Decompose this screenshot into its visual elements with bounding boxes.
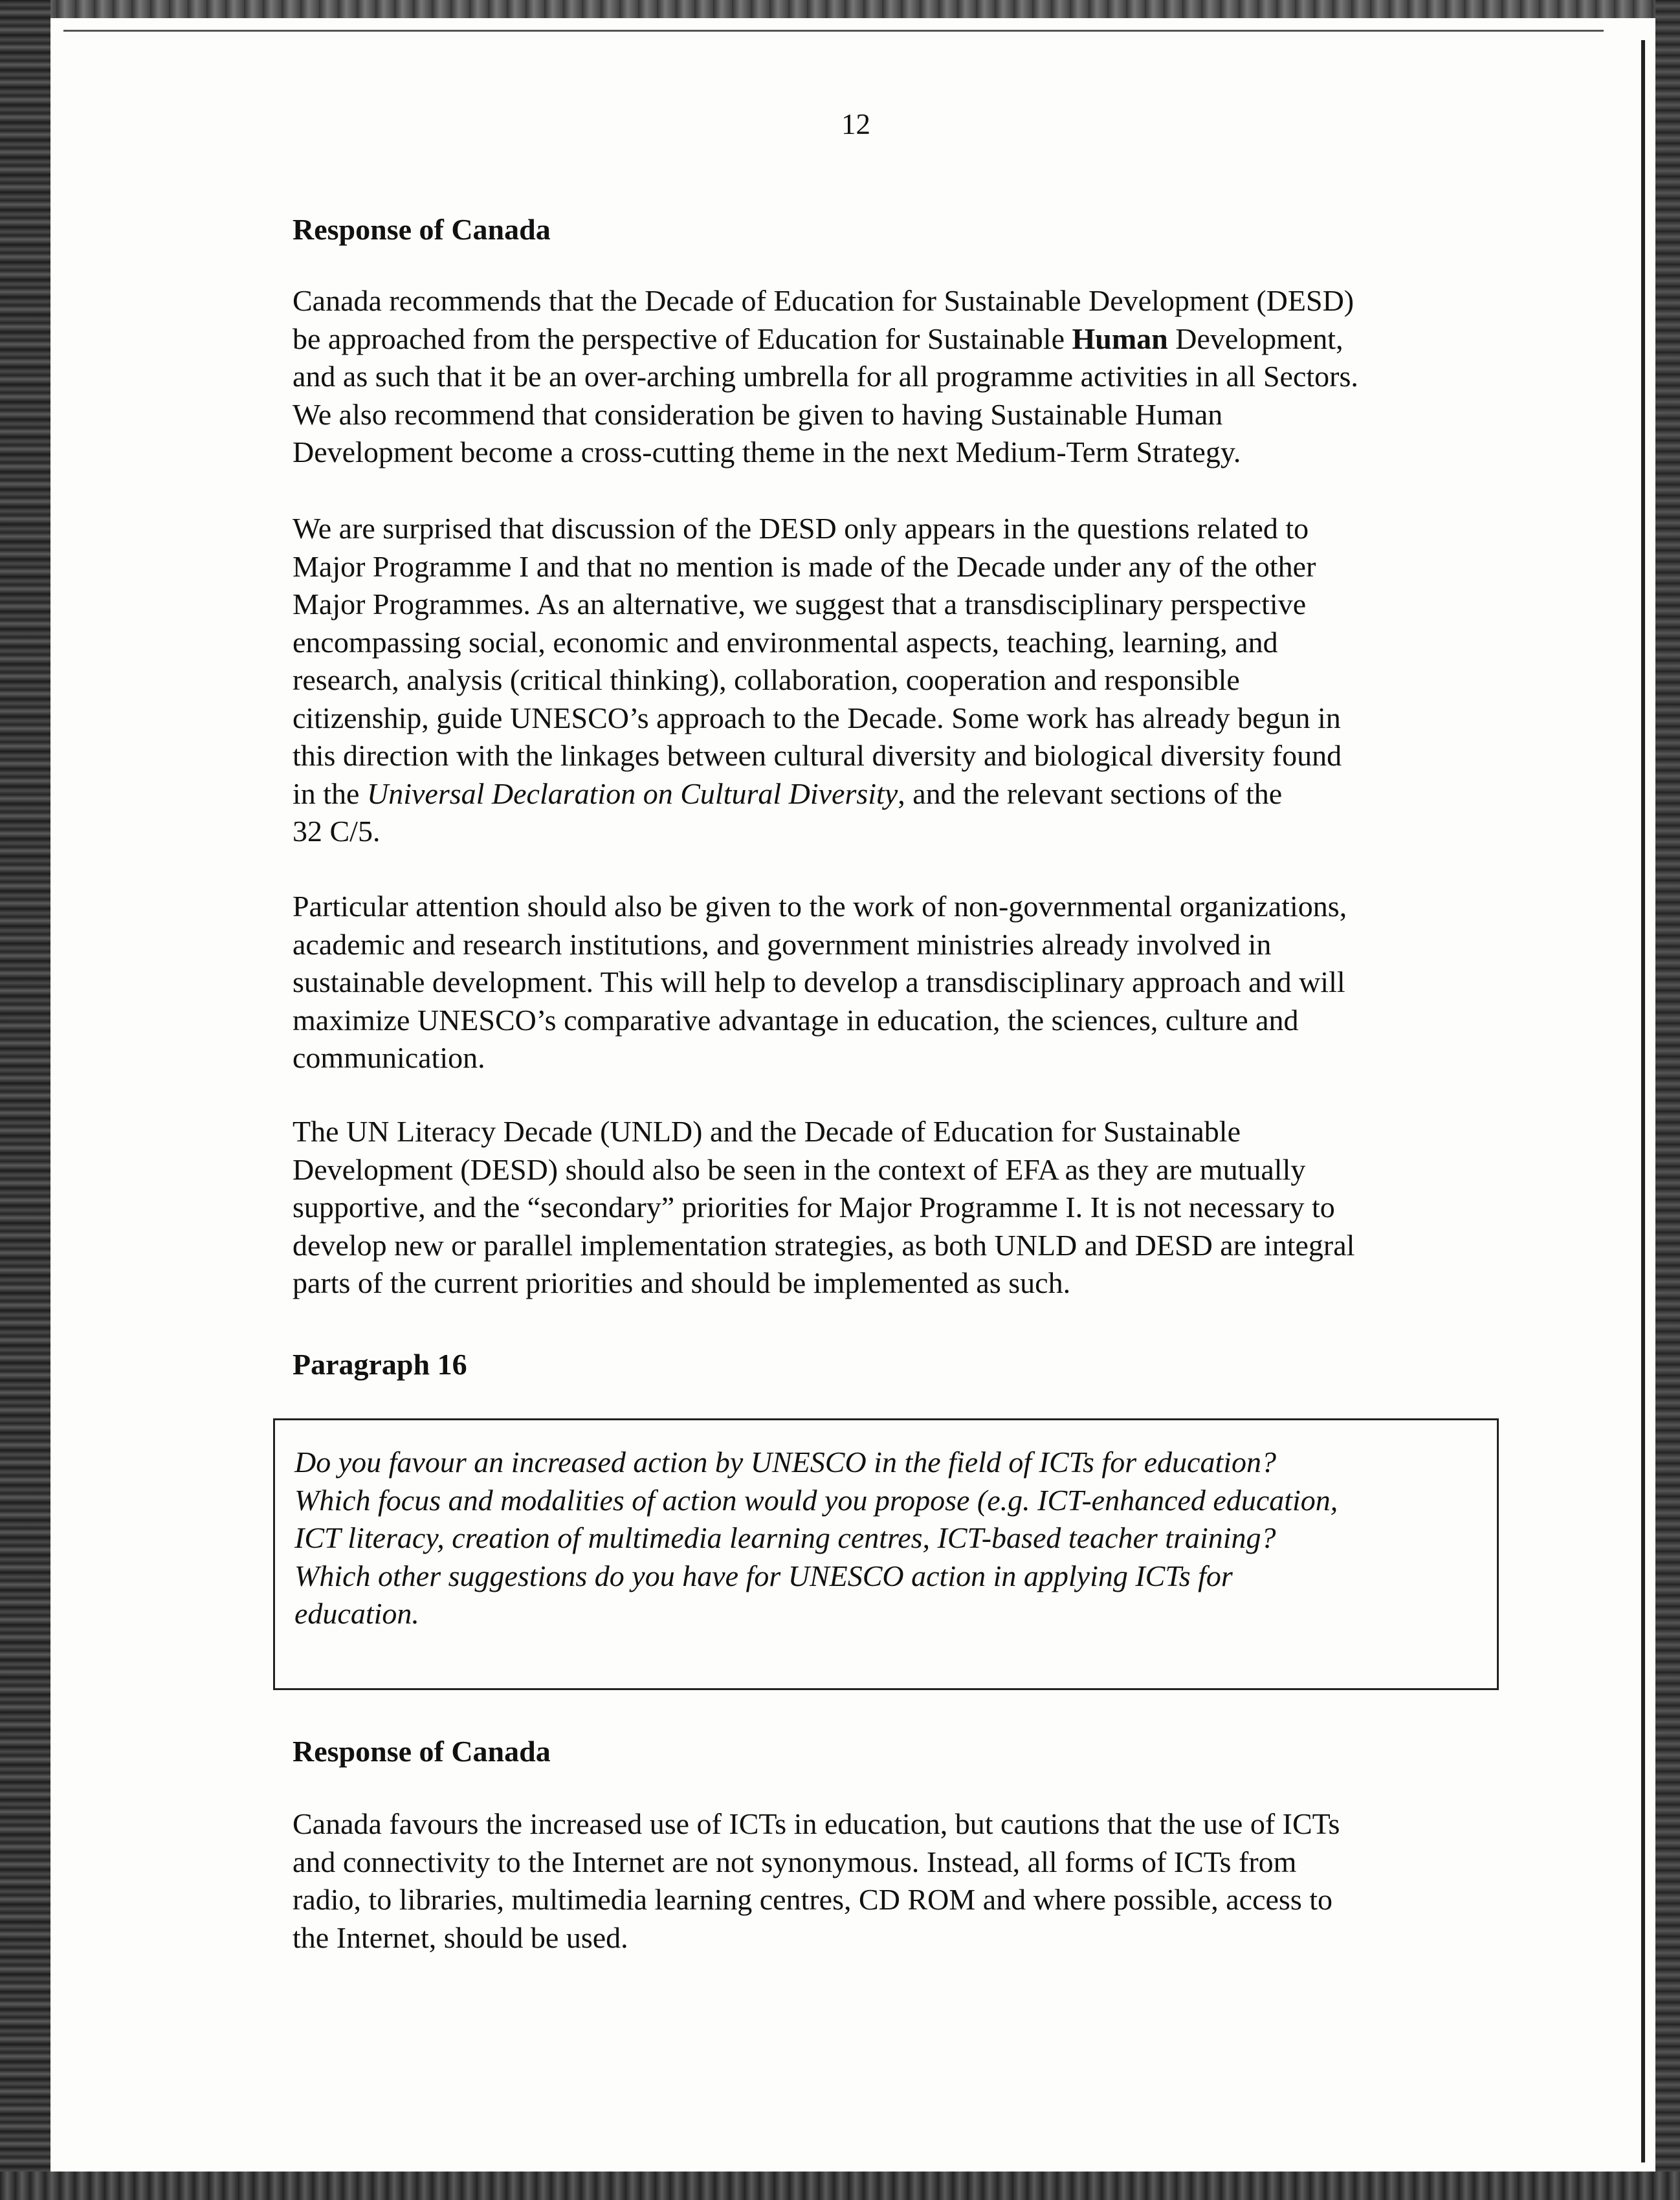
page-number: 12	[841, 108, 870, 140]
scan-edge-left	[0, 0, 50, 2200]
question-text: Do you favour an increased action by UNESCO in the field of ICTs for education? Which focus and modalities of action would you propose (e.g. ICT-enhanced education, ICT literacy, creation of multimedia learning centres, ICT-based teacher training? Which other suggestions do you have for UNESCO action in applying ICTs for education.	[294, 1446, 1338, 1630]
scan-edge-bottom	[0, 2172, 1680, 2200]
response-heading-1: Response of Canada	[293, 213, 551, 246]
paragraph-2	[293, 510, 1342, 851]
right-margin-rule	[1641, 40, 1645, 2162]
paragraph-16-heading: Paragraph 16	[293, 1348, 467, 1381]
scan-edge-right	[1655, 0, 1680, 2200]
paragraph-5: Canada favours the increased use of ICTs in education, but cautions that the use of ICTs and connectivity to the Internet are not synonymous. Instead, all forms of ICTs from radio, to libraries, multimedia learning centres, CD ROM and where possible, access to the Internet, should be used.	[293, 1807, 1340, 1954]
top-rule	[63, 30, 1604, 32]
response-heading-2: Response of Canada	[293, 1735, 551, 1768]
question-box	[273, 1418, 1499, 1690]
document-page	[50, 18, 1655, 2172]
paragraph-3: Particular attention should also be given to the work of non-governmental organizations, academic and research institutions, and government ministries already involved in sustainable development. This will help to develop a transdisciplinary approach and will maximize UNESCO’s comparative advantage in education, the sciences, culture and communication.	[293, 890, 1347, 1074]
paragraph-4: The UN Literacy Decade (UNLD) and the Decade of Education for Sustainable Development (DESD) should also be seen in the context of EFA as they are mutually supportive, and the “secondary” priorities for Major Programme I. It is not necessary to develop new or parallel implementation strategies, as both UNLD and DESD are integral parts of the current priorities and should be implemented as such.	[293, 1115, 1355, 1299]
paragraph-1-text-a: Canada recommends that the Decade of Education for Sustainable Development (DESD) be approached from the perspective of Education for Sustainable	[293, 284, 1354, 355]
paragraph-2-italic-title: Universal Declaration on Cultural Diversity	[366, 776, 898, 810]
paragraph-2-text-b: , and the relevant sections of the 32 C/5.	[293, 776, 1283, 848]
paragraph-1-bold-human: Human	[1072, 322, 1168, 355]
paragraph-1	[293, 282, 1358, 472]
paragraph-2-text-a: We are surprised that discussion of the DESD only appears in the questions related to Major Programme I and that no mention is made of the Decade under any of the other Major Programmes. As an alternative, we suggest that a transdisciplinary perspective encompassing social, economic and environmental aspects, teaching, learning, and research, analysis (critical thinking), collaboration, cooperation and responsible citizenship, guide UNESCO’s approach to the Decade. Some work has already begun in this direction with the linkages between cultural diversity and biological diversity found in the	[293, 512, 1342, 810]
paragraph-1-text-b: Development, and as such that it be an over-arching umbrella for all programme activities in all Sectors. We also recommend that consideration be given to having Sustainable Human Development become a cross-cutting theme in the next Medium-Term Strategy.	[293, 322, 1358, 468]
scan-edge-top	[0, 0, 1680, 18]
